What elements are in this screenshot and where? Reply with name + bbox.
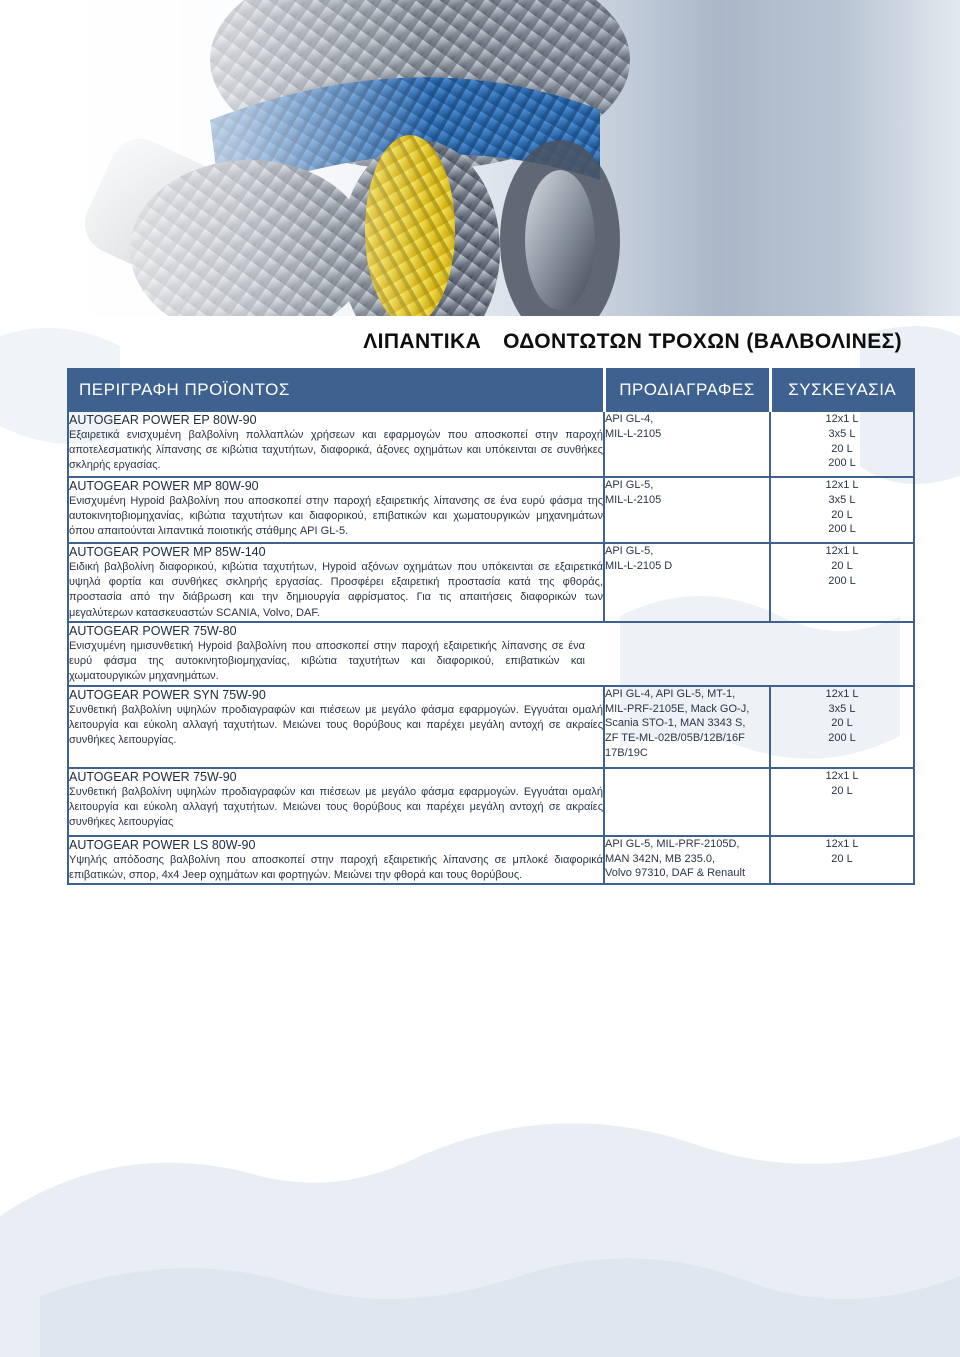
product-specs-cell (604, 686, 770, 768)
product-name: AUTOGEAR POWER 75W-80 (69, 623, 237, 638)
product-packaging-cell (770, 768, 914, 836)
hero-gear-image (0, 0, 960, 316)
pack-line: 12x1 L (825, 413, 859, 425)
product-name: AUTOGEAR POWER EP 80W-90 (69, 413, 257, 427)
product-table (67, 368, 915, 885)
spec-line: ZF TE-ML-02B/05B/12B/16F (605, 732, 745, 745)
product-text: Συνθετική βαλβολίνη υψηλών προδιαγραφών και πιέσεων με μεγάλο φάσμα εφαρμογών. Εγγυάται ομαλή λειτουργία και εύκολη αλλαγή ταχυτήτων. Μειώνει τους θορύβους και παρέχει μεγάλη αντοχή σε ακραίες συνθήκες λειτουργίας (69, 785, 603, 829)
table-row (68, 836, 914, 884)
product-text: Ενισχυμένη Hypoid βαλβολίνη που αποσκοπεί στην παροχή εξαιρετικής λίπανσης σε ένα ευρύ φάσμα της αυτοκινητοβιομηχανίας, κιβώτια ταχυτήτων και διαφορικού, επιβατικών και χωματουργικών μηχανημάτων όπου απαιτούνται λιπαντικά ποιοτικής στάθμης API GL-5. (69, 495, 603, 538)
product-description-cell (68, 543, 604, 622)
spec-line: MAN 342N, MB 235.0, (605, 852, 716, 865)
spec-line: MIL-PRF-2105E, Mack GO-J, (605, 702, 750, 715)
spec-line: MIL-L-2105 D (605, 559, 673, 572)
gears-illustration (0, 0, 960, 316)
pack-line: 12x1 L (825, 687, 859, 700)
product-name: AUTOGEAR POWER LS 80W-90 (69, 837, 256, 852)
header-description: ΠΕΡΙΓΡΑΦΗ ΠΡΟΪΟΝΤΟΣ (68, 369, 604, 411)
product-name: AUTOGEAR POWER SYN 75W-90 (69, 687, 266, 702)
pack-line: 20 L (831, 508, 853, 521)
product-specs-cell (604, 543, 770, 622)
product-name: AUTOGEAR POWER 75W-90 (69, 769, 237, 784)
spec-line: API GL-4, (605, 413, 654, 425)
spec-line: MIL-L-2105 (605, 493, 662, 506)
spec-line: 17B/19C (605, 747, 648, 759)
pack-line: 200 L (828, 457, 856, 470)
pack-line: 20 L (831, 717, 853, 730)
pack-line: 3x5 L (828, 702, 856, 715)
table-header-row (68, 369, 914, 411)
pack-line: 12x1 L (825, 769, 859, 782)
product-text: Ενισχυμένη ημισυνθετική Hypoid βαλβολίνη που αποσκοπεί στην παροχή εξαιρετικής λίπανσης σε ένα ευρύ φάσμα της αυτοκινητοβιομηχανίας, κιβώτια ταχυτήτων και διαφορικού, επιβατικών και χωματουργικών μηχανημάτων. (69, 639, 585, 683)
product-name: AUTOGEAR POWER MP 80W-90 (69, 479, 259, 493)
product-specs-cell (604, 836, 770, 884)
pack-line: 200 L (828, 574, 856, 587)
pack-line: 12x1 L (825, 479, 859, 491)
table-row (68, 622, 914, 686)
pack-line: 200 L (828, 732, 856, 745)
product-specs-cell (604, 411, 770, 477)
title-part1: ΛΙΠΑΝΤΙΚΑ (363, 330, 482, 353)
table-row (68, 768, 914, 836)
product-description-cell (68, 686, 604, 768)
product-packaging-cell (770, 543, 914, 622)
pack-line: 3x5 L (828, 427, 856, 440)
spec-line: MIL-L-2105 (605, 427, 662, 440)
product-description-cell (68, 836, 604, 884)
product-packaging-cell (770, 686, 914, 768)
pack-line: 200 L (828, 523, 856, 536)
pack-line: 12x1 L (825, 837, 859, 850)
pack-line: 3x5 L (828, 493, 856, 506)
product-specs-cell (604, 768, 770, 836)
product-description-cell (68, 477, 604, 543)
header-packaging: ΣΥΣΚΕΥΑΣΙΑ (770, 369, 914, 411)
product-text: Συνθετική βαλβολίνη υψηλών προδιαγραφών και πιέσεων με μεγάλο φάσμα εφαρμογών. Εγγυάται ομαλή λειτουργία και εύκολη αλλαγή ταχυτήτων. Μειώνει τους θορύβους και παρέχει μεγάλη αντοχή σε ακραίες συνθήκες λειτουργίας. (69, 703, 603, 747)
product-description-cell (68, 622, 914, 686)
spec-line: API GL-5, MIL-PRF-2105D, (605, 837, 740, 850)
page-title (363, 330, 902, 354)
spec-line: API GL-5, (605, 545, 654, 557)
title-part2: ΟΔΟΝΤΩΤΩΝ ΤΡΟΧΩΝ (ΒΑΛΒΟΛΙΝΕΣ) (503, 330, 902, 353)
product-packaging-cell (770, 477, 914, 543)
pack-line: 12x1 L (825, 545, 859, 557)
product-text: Ειδική βαλβολίνη διαφορικού, κιβώτια ταχυτήτων, Hypoid αξόνων οχημάτων που υπόκεινται σε εξαιρετικά υψηλά φορτία και συνθήκες σκληρής εργασίας. Προσφέρει εξαιρετική προστασία κατά της φθοράς, προστασία από την διάβρωση και την δημιουργία αφρίσματος. Για τις απαιτήσεις διαφορικών των μεγαλύτερων κατασκευαστών SCANIA, Volvo, DAF. (69, 561, 603, 619)
table-row (68, 477, 914, 543)
spec-line: Scania STO-1, MAN 3343 S, (605, 717, 746, 730)
product-text: Υψηλής απόδοσης βαλβολίνη που αποσκοπεί στην παροχή εξαιρετικής λίπανσης σε μπλοκέ διαφορικά επιβατικών, σπορ, 4x4 Jeep οχημάτων και φορτηγών. Μειώνει την φθορά και τους θορύβους. (69, 853, 603, 882)
pack-line: 20 L (831, 784, 853, 797)
product-specs-cell (604, 477, 770, 543)
pack-line: 20 L (831, 852, 853, 865)
product-packaging-cell (770, 836, 914, 884)
spec-line: API GL-5, (605, 479, 654, 491)
product-packaging-cell (770, 411, 914, 477)
product-name: AUTOGEAR POWER MP 85W-140 (69, 545, 266, 559)
product-description-cell (68, 768, 604, 836)
table-row (68, 543, 914, 622)
pack-line: 20 L (831, 442, 853, 455)
pack-line: 20 L (831, 559, 853, 572)
table-row (68, 411, 914, 477)
product-text: Εξαιρετικά ενισχυμένη βαλβολίνη πολλαπλών χρήσεων και εφαρμογών που αποσκοπεί στην παροχή αποτελεσματικής λίπανσης σε κιβώτια ταχυτήτων, διαφορικά, άξονες οχημάτων και υπόκεινται σε συνθήκες σκληρής εργασίας. (69, 429, 603, 472)
spec-line: Volvo 97310, DAF & Renault (605, 867, 746, 880)
header-specifications: ΠΡΟΔΙΑΓΡΑΦΕΣ (604, 369, 770, 411)
spec-line: API GL-4, API GL-5, MT-1, (605, 687, 736, 700)
table-row (68, 686, 914, 768)
product-description-cell (68, 411, 604, 477)
